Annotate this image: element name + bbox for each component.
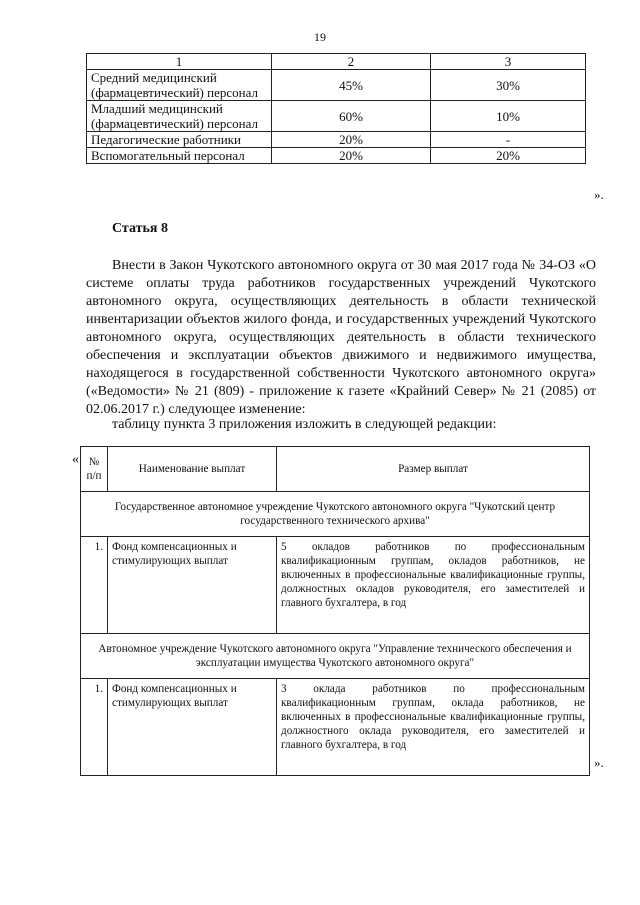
- row-label: Вспомогательный персонал: [87, 148, 272, 164]
- pay-percentage-table: [86, 53, 586, 164]
- table-row: [81, 679, 590, 776]
- organization-name: Автономное учреждение Чукотского автономного округа "Управление технического обеспечения и эксплуатации имущества Чукотского автономного округа": [81, 634, 590, 679]
- table-row: [81, 537, 590, 634]
- payment-name: Фонд компенсационных и стимулирующих выплат: [108, 679, 277, 776]
- row-number: 1.: [81, 679, 108, 776]
- row-label: Педагогические работники: [87, 132, 272, 148]
- row-label: Младший медицинский (фармацевтический) персонал: [87, 101, 272, 132]
- section-row: [81, 492, 590, 537]
- payment-amount: 5 окладов работников по профессиональным квалификационным группам, окладов работников, не включенных в профессиональные квалификационные группы, должностных окладов руководителя, его заместителей и главного бухгалтера, в год: [277, 537, 590, 634]
- article-heading: Статья 8: [112, 221, 168, 236]
- row-value: 20%: [272, 148, 431, 164]
- row-value: 20%: [431, 148, 586, 164]
- header-name: Наименование выплат: [108, 447, 277, 492]
- amendment-paragraph: Внести в Закон Чукотского автономного округа от 30 мая 2017 года № 34-ОЗ «О системе оплаты труда работников государственных учреждений Чукотского автономного округа, осуществляющих деятельность в области технической инвентаризации объектов жилого фонда, и государственных учреждений Чукотского автономного округа, осуществляющих деятельность в области технического обеспечения и эксплуатации объектов движимого и недвижимого имущества, находящегося в государственной собственности Чукотского автономного округа» («Ведомости» № 21 (809) - приложение к газете «Крайний Север» № 21 (2085) от 02.06.2017 г.) следующее изменение:: [86, 258, 596, 417]
- row-value: 10%: [431, 101, 586, 132]
- table-header-row: [87, 54, 586, 70]
- section-row: [81, 634, 590, 679]
- table-row: [87, 132, 586, 148]
- header-amount: Размер выплат: [277, 447, 590, 492]
- table-header-row: [81, 447, 590, 492]
- table-row: [87, 70, 586, 101]
- table-row: [87, 148, 586, 164]
- row-number: 1.: [81, 537, 108, 634]
- row-label: Средний медицинский (фармацевтический) персонал: [87, 70, 272, 101]
- row-value: 20%: [272, 132, 431, 148]
- closing-quote: ».: [594, 187, 604, 202]
- table-row: [87, 101, 586, 132]
- payment-name: Фонд компенсационных и стимулирующих выплат: [108, 537, 277, 634]
- closing-quote: ».: [594, 755, 604, 770]
- payments-table: [80, 446, 590, 776]
- instruction-text: таблицу пункта 3 приложения изложить в следующей редакции:: [112, 417, 497, 432]
- table-header-cell: 1: [87, 54, 272, 70]
- row-value: 60%: [272, 101, 431, 132]
- row-value: 45%: [272, 70, 431, 101]
- header-num: № п/п: [81, 447, 108, 492]
- row-value: -: [431, 132, 586, 148]
- page-number: 19: [314, 30, 326, 44]
- table-header-cell: 2: [272, 54, 431, 70]
- payment-amount: 3 оклада работников по профессиональным квалификационным группам, оклада работников, не включенных в профессиональные квалификационные группы, должностного оклада руководителя, его заместителей и главного бухгалтера, в год: [277, 679, 590, 776]
- organization-name: Государственное автономное учреждение Чукотского автономного округа "Чукотский центр государственного технического архива": [81, 492, 590, 537]
- table-header-cell: 3: [431, 54, 586, 70]
- row-value: 30%: [431, 70, 586, 101]
- opening-quote: «: [72, 452, 79, 467]
